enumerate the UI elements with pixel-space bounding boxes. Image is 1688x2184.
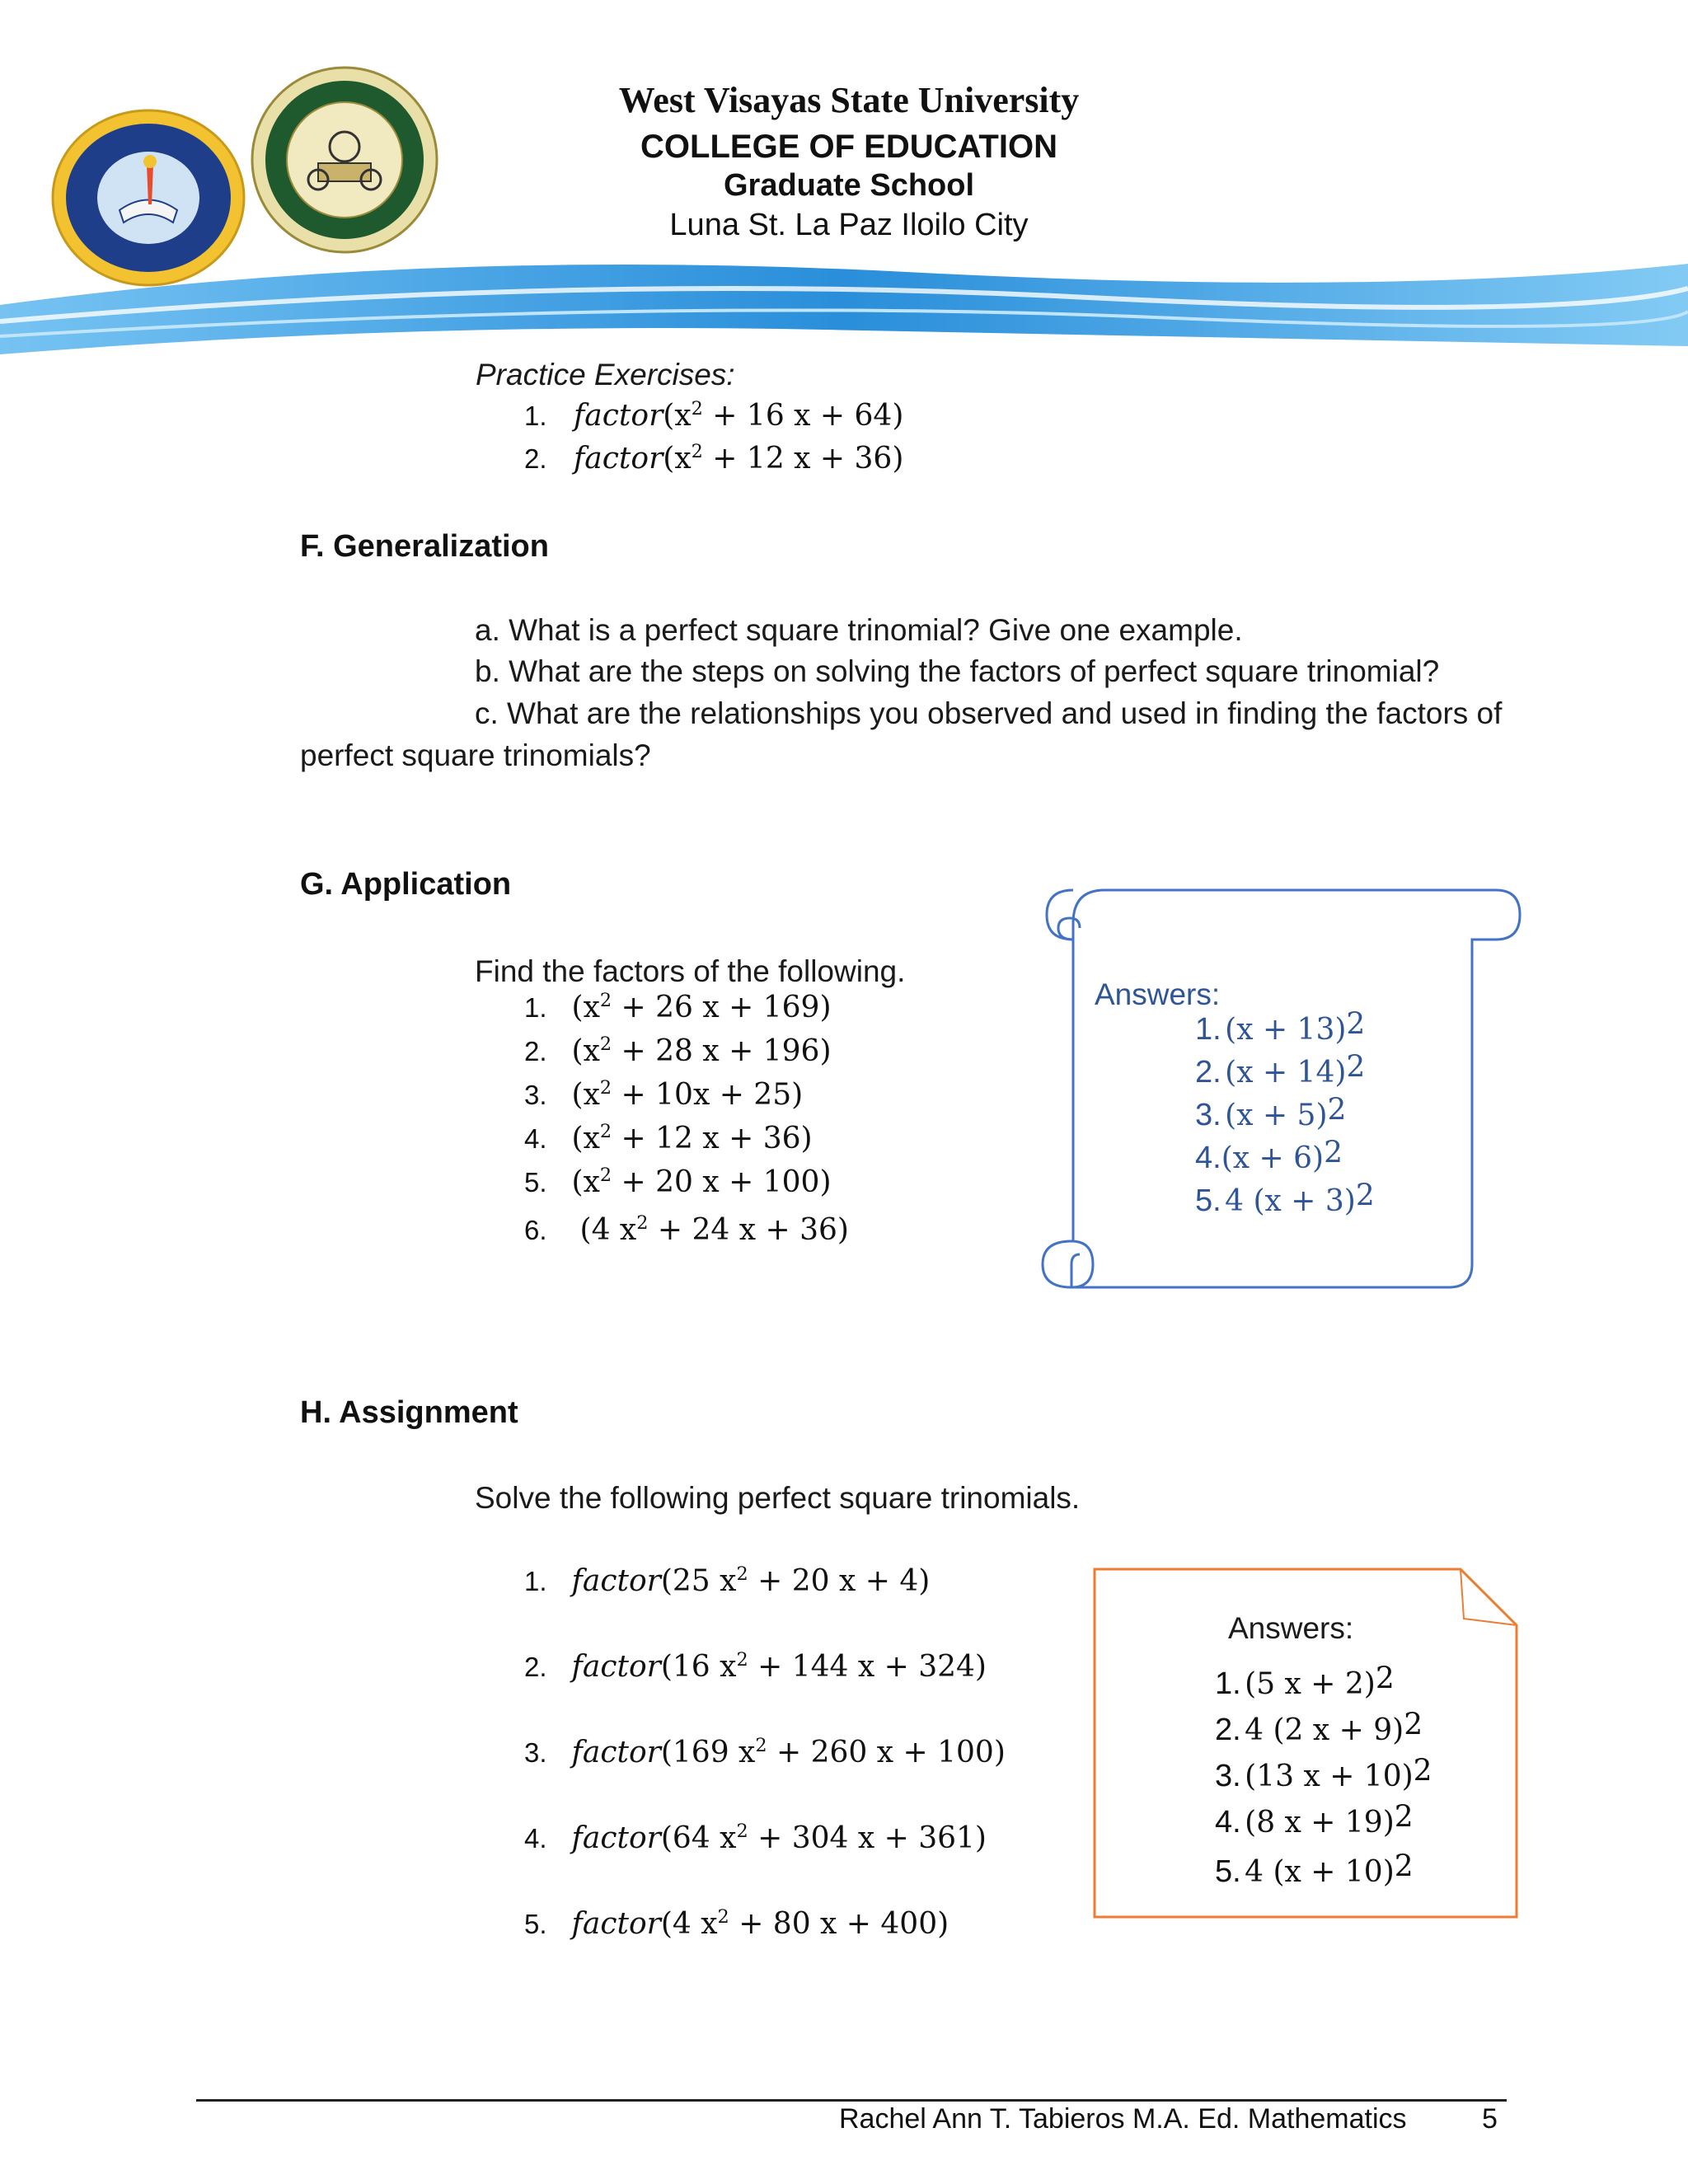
application-answers-list bbox=[1195, 1007, 1375, 1226]
exponent: 2 bbox=[1324, 1136, 1343, 1170]
exponent: 2 bbox=[755, 1735, 767, 1756]
assignment-list bbox=[524, 1564, 1006, 1993]
header-wave-banner bbox=[0, 239, 1688, 363]
expr-part: (x bbox=[571, 991, 600, 1024]
factor-function: factor bbox=[571, 1907, 661, 1941]
item-number: 2. bbox=[524, 1652, 547, 1682]
expr-part: + 12 x + 36) bbox=[702, 442, 904, 476]
expr-part: (16 x bbox=[660, 1650, 737, 1684]
answer-number: 1. bbox=[1215, 1666, 1241, 1701]
item-number: 4. bbox=[524, 1123, 547, 1154]
answer-item bbox=[1215, 1800, 1432, 1854]
answer-expr: (x + 6) bbox=[1221, 1141, 1325, 1175]
item-number: 1. bbox=[524, 992, 547, 1023]
expr-part: (64 x bbox=[660, 1821, 737, 1855]
answer-number: 4. bbox=[1195, 1141, 1221, 1175]
answer-number: 4. bbox=[1215, 1805, 1241, 1840]
expr-part: (x bbox=[663, 399, 692, 433]
exponent: 2 bbox=[1394, 1800, 1414, 1835]
factor-function: factor bbox=[571, 1650, 661, 1684]
practice-item bbox=[524, 442, 903, 476]
exponent: 2 bbox=[1413, 1754, 1432, 1788]
answer-number: 3. bbox=[1215, 1759, 1241, 1793]
school-name: Graduate School bbox=[723, 168, 975, 203]
list-item bbox=[524, 1213, 849, 1257]
expr-part: + 144 x + 324) bbox=[748, 1650, 987, 1684]
list-item bbox=[524, 1564, 1006, 1650]
page-number: 5 bbox=[1482, 2103, 1498, 2135]
exponent: 2 bbox=[691, 398, 703, 419]
answer-number: 5. bbox=[1195, 1183, 1221, 1218]
answer-item bbox=[1215, 1754, 1432, 1805]
answer-expr: (x + 5) bbox=[1225, 1099, 1328, 1132]
item-number: 5. bbox=[524, 1909, 547, 1939]
list-item bbox=[524, 1034, 849, 1078]
expr-part: (x bbox=[663, 442, 692, 476]
expr-part: + 260 x + 100) bbox=[767, 1736, 1006, 1769]
answer-number: 5. bbox=[1215, 1854, 1241, 1889]
item-number: 1. bbox=[524, 401, 547, 431]
exponent: 2 bbox=[717, 1906, 729, 1928]
expr-part: (x bbox=[571, 1078, 600, 1112]
list-item bbox=[524, 1122, 849, 1165]
exponent: 2 bbox=[1327, 1093, 1347, 1127]
expr-part: (x bbox=[571, 1122, 600, 1155]
exponent: 2 bbox=[599, 1121, 612, 1142]
exponent: 2 bbox=[1355, 1179, 1375, 1213]
answer-expr: 4 (2 x + 9) bbox=[1245, 1713, 1404, 1747]
expr-part: + 16 x + 64) bbox=[702, 399, 904, 433]
expr-part: + 20 x + 4) bbox=[748, 1564, 931, 1598]
practice-exercises-title: Practice Exercises: bbox=[476, 358, 735, 391]
answer-expr: (13 x + 10) bbox=[1245, 1760, 1414, 1793]
expr-part: + 28 x + 196) bbox=[612, 1034, 832, 1068]
exponent: 2 bbox=[599, 1033, 612, 1055]
expr-part: (x bbox=[571, 1165, 600, 1199]
assignment-intro: Solve the following perfect square trinomials. bbox=[475, 1481, 1081, 1515]
item-number: 2. bbox=[524, 443, 547, 474]
expr-part: + 26 x + 169) bbox=[612, 991, 832, 1024]
exponent: 2 bbox=[1346, 1050, 1366, 1085]
expr-part: + 20 x + 100) bbox=[612, 1165, 832, 1199]
application-answers-title: Answers: bbox=[1095, 977, 1221, 1011]
exponent: 2 bbox=[736, 1821, 748, 1842]
answer-item bbox=[1215, 1661, 1432, 1713]
item-number: 5. bbox=[524, 1167, 547, 1197]
exponent: 2 bbox=[691, 441, 703, 462]
item-number: 4. bbox=[524, 1823, 547, 1854]
expr-part: (25 x bbox=[660, 1564, 737, 1598]
exponent: 2 bbox=[1394, 1849, 1414, 1884]
answer-expr: (x + 13) bbox=[1225, 1013, 1347, 1047]
factor-function: factor bbox=[571, 1821, 661, 1855]
expr-part: + 80 x + 400) bbox=[729, 1907, 950, 1941]
answer-number: 2. bbox=[1195, 1055, 1221, 1090]
expr-part: + 24 x + 36) bbox=[648, 1213, 849, 1247]
exponent: 2 bbox=[736, 1649, 748, 1671]
answer-number: 2. bbox=[1215, 1713, 1241, 1747]
list-item bbox=[524, 1165, 849, 1213]
factor-function: factor bbox=[573, 442, 663, 476]
answer-expr: (8 x + 19) bbox=[1245, 1806, 1395, 1840]
answer-expr: 4 (x + 3) bbox=[1225, 1184, 1356, 1218]
list-item bbox=[524, 1650, 1006, 1736]
list-item bbox=[524, 1736, 1006, 1821]
expr-part: + 12 x + 36) bbox=[612, 1122, 813, 1155]
answer-item bbox=[1215, 1849, 1432, 1900]
application-intro: Find the factors of the following. bbox=[475, 954, 906, 988]
generalization-question-c-cont: perfect square trinomials? bbox=[300, 738, 651, 772]
expr-part: + 304 x + 361) bbox=[748, 1821, 987, 1855]
answer-expr: (5 x + 2) bbox=[1245, 1667, 1376, 1701]
answer-item bbox=[1195, 1136, 1375, 1183]
university-name: West Visayas State University bbox=[618, 80, 1080, 120]
practice-item bbox=[524, 399, 903, 433]
generalization-question-b: b. What are the steps on solving the factors of perfect square trinomial? bbox=[475, 654, 1440, 688]
item-number: 1. bbox=[524, 1566, 547, 1596]
expr-part: (4 x bbox=[660, 1907, 718, 1941]
expr-part: (169 x bbox=[660, 1736, 756, 1769]
exponent: 2 bbox=[736, 1563, 748, 1585]
exponent: 2 bbox=[599, 990, 612, 1011]
answer-number: 3. bbox=[1195, 1098, 1221, 1132]
answer-item bbox=[1195, 1007, 1375, 1055]
expr-part: (x bbox=[571, 1034, 600, 1068]
footer-author: Rachel Ann T. Tabieros M.A. Ed. Mathematics bbox=[839, 2103, 1407, 2135]
generalization-question-a: a. What is a perfect square trinomial? Give one example. bbox=[475, 613, 1243, 647]
exponent: 2 bbox=[1375, 1661, 1395, 1696]
exponent: 2 bbox=[599, 1165, 612, 1186]
exponent: 2 bbox=[636, 1212, 649, 1234]
answer-expr: (x + 14) bbox=[1225, 1056, 1347, 1090]
application-heading: G. Application bbox=[300, 867, 512, 902]
assignment-heading: H. Assignment bbox=[300, 1395, 518, 1430]
exponent: 2 bbox=[1404, 1708, 1423, 1742]
answer-expr: 4 (x + 10) bbox=[1245, 1855, 1395, 1889]
exponent: 2 bbox=[599, 1077, 612, 1099]
answer-item bbox=[1195, 1050, 1375, 1098]
exponent: 2 bbox=[1346, 1007, 1366, 1042]
list-item bbox=[524, 1821, 1006, 1907]
address: Luna St. La Paz Iloilo City bbox=[669, 208, 1029, 242]
application-list bbox=[524, 991, 849, 1257]
factor-function: factor bbox=[571, 1564, 661, 1598]
expr-part: (4 x bbox=[579, 1213, 637, 1247]
answer-number: 1. bbox=[1195, 1012, 1221, 1047]
assignment-answers-list bbox=[1215, 1661, 1432, 1900]
answer-item bbox=[1215, 1708, 1432, 1759]
item-number: 6. bbox=[524, 1215, 547, 1245]
assignment-answers-title: Answers: bbox=[1228, 1611, 1354, 1645]
list-item bbox=[524, 1907, 1006, 1993]
generalization-heading: F. Generalization bbox=[300, 529, 549, 564]
list-item bbox=[524, 1078, 849, 1122]
factor-function: factor bbox=[571, 1736, 661, 1769]
footer-divider bbox=[196, 2099, 1507, 2102]
item-number: 3. bbox=[524, 1737, 547, 1768]
item-number: 3. bbox=[524, 1080, 547, 1110]
answer-item bbox=[1195, 1093, 1375, 1141]
college-name: COLLEGE OF EDUCATION bbox=[640, 129, 1057, 165]
item-number: 2. bbox=[524, 1036, 547, 1066]
expr-part: + 10x + 25) bbox=[612, 1078, 804, 1112]
list-item bbox=[524, 991, 849, 1034]
generalization-question-c: c. What are the relationships you observed and used in finding the factors of bbox=[475, 696, 1503, 730]
answer-item bbox=[1195, 1179, 1375, 1226]
factor-function: factor bbox=[573, 399, 663, 433]
